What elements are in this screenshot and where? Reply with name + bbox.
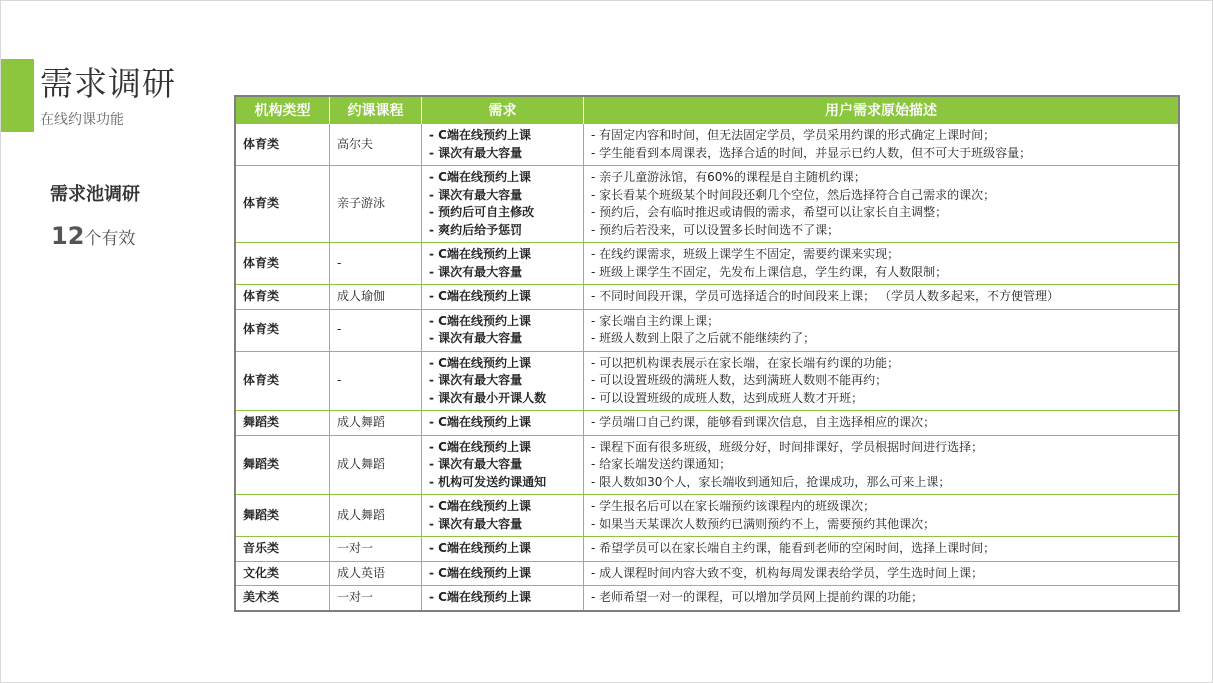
cell-type: 体育类 — [235, 351, 330, 411]
cell-need — [422, 351, 584, 411]
cell-type: 体育类 — [235, 166, 330, 243]
cell-type: 舞蹈类 — [235, 495, 330, 537]
desc-item: - 如果当天某课次人数预约已满则预约不上，需要预约其他课次； — [591, 516, 936, 531]
cell-desc — [584, 586, 1180, 611]
need-item: - 课次有最大容量 — [429, 187, 523, 202]
header-type: 机构类型 — [235, 96, 330, 124]
cell-desc — [584, 561, 1180, 586]
accent-bar — [1, 59, 34, 132]
cell-desc — [584, 124, 1180, 166]
desc-item: - 可以设置班级的满班人数，达到满班人数则不能再约； — [591, 373, 888, 387]
table-row — [235, 124, 1179, 166]
cell-desc — [584, 243, 1180, 285]
desc-item: - 在线约课需求，班级上课学生不固定，需要约课来实现； — [591, 247, 900, 261]
desc-item: - 给家长端发送约课通知； — [591, 457, 732, 471]
table-row — [235, 351, 1179, 411]
table-row — [235, 495, 1179, 537]
cell-course: 成人舞蹈 — [330, 411, 422, 436]
cell-type: 舞蹈类 — [235, 411, 330, 436]
desc-item: - 班级上课学生不固定，先发布上课信息，学生约课，有人数限制； — [591, 264, 948, 279]
need-item: - 课次有最大容量 — [429, 331, 523, 345]
table-row — [235, 435, 1179, 495]
table-body — [235, 124, 1179, 611]
cell-desc — [584, 495, 1180, 537]
desc-item: - 亲子儿童游泳馆，有60%的课程是自主随机约课； — [591, 170, 866, 184]
cell-course: 高尔夫 — [330, 124, 422, 166]
cell-type: 美术类 — [235, 586, 330, 611]
cell-need — [422, 435, 584, 495]
desc-item: - 家长看某个班级某个时间段还剩几个空位，然后选择符合自己需求的课次； — [591, 187, 996, 202]
valid-count — [51, 222, 135, 250]
header-need: 需求 — [422, 96, 584, 124]
table-row — [235, 166, 1179, 243]
table-header-row — [235, 96, 1179, 124]
count-suffix: 个有效 — [84, 229, 136, 249]
desc-item: - 不同时间段开课，学员可选择适合的时间段来上课； （学员人数多起来，不方便管理） — [591, 289, 1059, 303]
need-item: - C端在线预约上课 — [429, 128, 531, 142]
cell-desc — [584, 309, 1180, 351]
need-item: - C端在线预约上课 — [429, 170, 531, 184]
desc-item: - 学生报名后可以在家长端预约该课程内的班级课次； — [591, 499, 876, 513]
desc-item: - 家长端自主约课上课； — [591, 313, 720, 328]
need-item: - C端在线预约上课 — [429, 499, 531, 513]
need-item: - C端在线预约上课 — [429, 565, 531, 580]
cell-need — [422, 537, 584, 562]
cell-need — [422, 309, 584, 351]
desc-item: - 预约后，会有临时推迟或请假的需求，希望可以让家长自主调整； — [591, 205, 948, 219]
cell-course: 成人英语 — [330, 561, 422, 586]
desc-item: - 学生能看到本周课表，选择合适的时间，并显示已约人数，但不可大于班级容量； — [591, 145, 1032, 160]
count-number: 12 — [51, 222, 85, 250]
table-row — [235, 309, 1179, 351]
desc-item: - 可以设置班级的成班人数，达到成班人数才开班； — [591, 390, 864, 405]
desc-item: - 预约后若没来，可以设置多长时间选不了课； — [591, 222, 840, 237]
cell-course: 亲子游泳 — [330, 166, 422, 243]
desc-item: - 老师希望一对一的课程，可以增加学员网上提前约课的功能； — [591, 590, 924, 604]
cell-course: - — [330, 351, 422, 411]
desc-item: - 希望学员可以在家长端自主约课，能看到老师的空闲时间，选择上课时间； — [591, 541, 996, 555]
desc-item: - 限人数如30个人，家长端收到通知后，抢课成功，那么可来上课； — [591, 474, 951, 489]
cell-desc — [584, 537, 1180, 562]
pool-label: 需求池调研 — [50, 184, 140, 205]
need-item: - C端在线预约上课 — [429, 289, 531, 303]
cell-desc — [584, 411, 1180, 436]
cell-course: 一对一 — [330, 586, 422, 611]
need-item: - 课次有最大容量 — [429, 516, 523, 531]
need-item: - C端在线预约上课 — [429, 247, 531, 261]
cell-course: 一对一 — [330, 537, 422, 562]
need-item: - 课次有最大容量 — [429, 264, 523, 279]
cell-need — [422, 243, 584, 285]
desc-item: - 学员端口自己约课，能够看到课次信息，自主选择相应的课次； — [591, 415, 936, 429]
need-item: - C端在线预约上课 — [429, 355, 531, 370]
table-row — [235, 243, 1179, 285]
table-row — [235, 586, 1179, 611]
cell-type: 体育类 — [235, 285, 330, 310]
header-course: 约课课程 — [330, 96, 422, 124]
cell-need — [422, 561, 584, 586]
table-row — [235, 285, 1179, 310]
header-desc: 用户需求原始描述 — [584, 96, 1180, 124]
cell-need — [422, 411, 584, 436]
need-item: - 预约后可自主修改 — [429, 205, 535, 219]
cell-type: 体育类 — [235, 309, 330, 351]
need-item: - C端在线预约上课 — [429, 541, 531, 555]
table-row — [235, 561, 1179, 586]
cell-need — [422, 285, 584, 310]
cell-need — [422, 166, 584, 243]
desc-item: - 课程下面有很多班级，班级分好，时间排课好，学员根据时间进行选择； — [591, 439, 984, 454]
cell-course: 成人舞蹈 — [330, 495, 422, 537]
desc-item: - 可以把机构课表展示在家长端，在家长端有约课的功能； — [591, 355, 900, 370]
need-item: - C端在线预约上课 — [429, 439, 531, 454]
cell-course: 成人瑜伽 — [330, 285, 422, 310]
table-row — [235, 411, 1179, 436]
need-item: - 课次有最小开课人数 — [429, 390, 547, 405]
page-title: 需求调研 — [40, 64, 176, 103]
cell-desc — [584, 351, 1180, 411]
cell-desc — [584, 435, 1180, 495]
need-item: - 课次有最大容量 — [429, 145, 523, 160]
cell-course: - — [330, 309, 422, 351]
need-item: - C端在线预约上课 — [429, 313, 531, 328]
cell-desc — [584, 166, 1180, 243]
desc-item: - 有固定内容和时间，但无法固定学员，学员采用约课的形式确定上课时间； — [591, 128, 996, 142]
need-item: - 课次有最大容量 — [429, 373, 523, 387]
cell-type: 体育类 — [235, 124, 330, 166]
cell-type: 舞蹈类 — [235, 435, 330, 495]
page-subtitle: 在线约课功能 — [40, 112, 124, 128]
cell-type: 音乐类 — [235, 537, 330, 562]
cell-desc — [584, 285, 1180, 310]
desc-item: - 班级人数到上限了之后就不能继续约了； — [591, 331, 816, 345]
cell-type: 文化类 — [235, 561, 330, 586]
cell-course: 成人舞蹈 — [330, 435, 422, 495]
requirements-table — [234, 95, 1180, 612]
desc-item: - 成人课程时间内容大致不变，机构每周发课表给学员，学生选时间上课； — [591, 565, 984, 580]
need-item: - 课次有最大容量 — [429, 457, 523, 471]
cell-need — [422, 495, 584, 537]
need-item: - 机构可发送约课通知 — [429, 474, 547, 489]
cell-need — [422, 586, 584, 611]
cell-course: - — [330, 243, 422, 285]
need-item: - 爽约后给予惩罚 — [429, 222, 523, 237]
table-row — [235, 537, 1179, 562]
need-item: - C端在线预约上课 — [429, 415, 531, 429]
cell-type: 体育类 — [235, 243, 330, 285]
cell-need — [422, 124, 584, 166]
need-item: - C端在线预约上课 — [429, 590, 531, 604]
